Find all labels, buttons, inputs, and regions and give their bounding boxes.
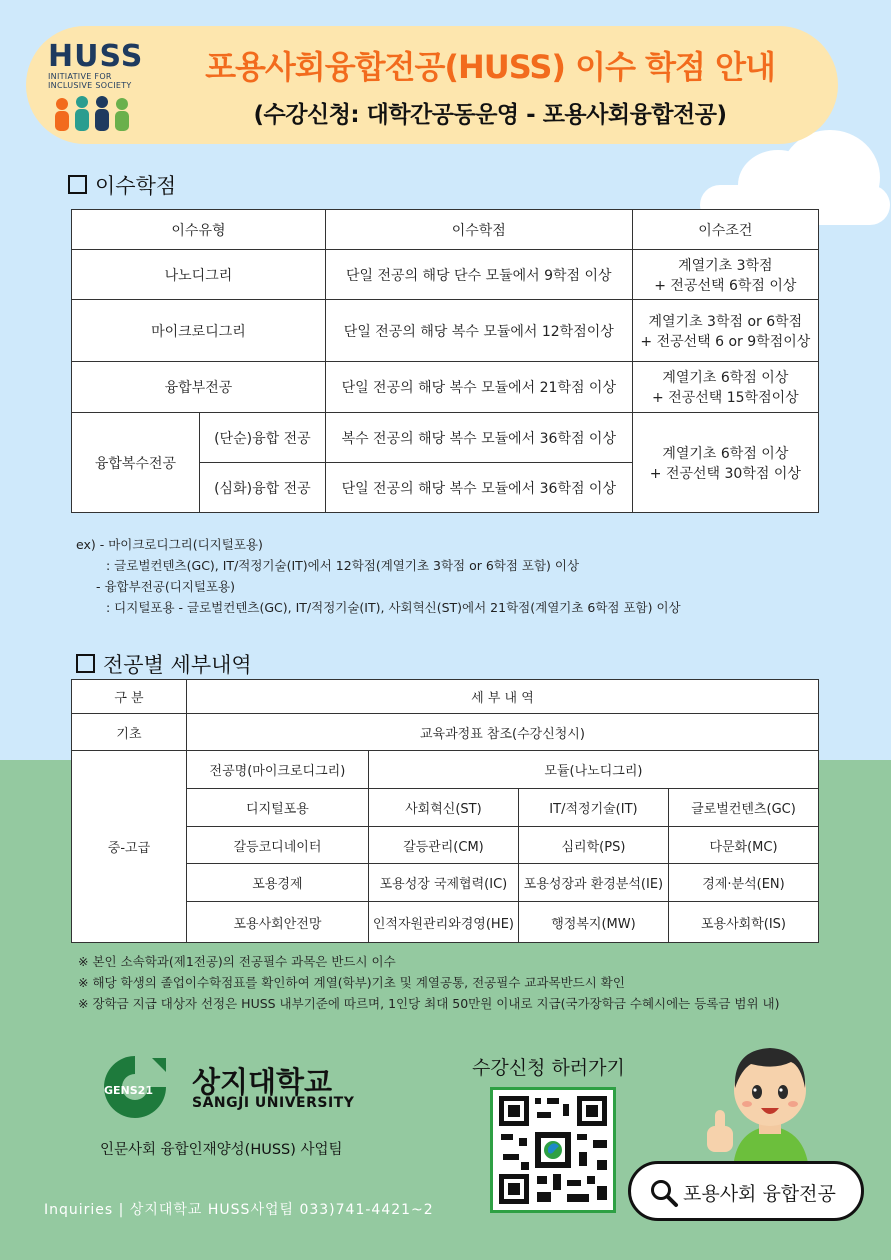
header-condition: 이수조건	[632, 210, 818, 250]
module-cell: 행정복지(MW)	[518, 902, 668, 943]
row-credits: 단일 전공의 해당 복수 모듈에서 12학점이상	[325, 300, 632, 362]
people-icon	[48, 94, 138, 134]
condition-line: 계열기초 6학점 이상	[662, 370, 789, 386]
row-type: 나노디그리	[72, 250, 326, 300]
condition-line: + 전공선택 6 or 9학점이상	[640, 333, 811, 350]
basic-detail: 교육과정표 참조(수강신청시)	[186, 714, 818, 751]
condition-line: + 전공선택 6학점 이상	[654, 277, 797, 294]
major-header: 전공명(마이크로디그리)	[186, 751, 368, 789]
huss-logo-sub1: INITIATIVE FOR	[48, 72, 112, 81]
row-credits: 복수 전공의 해당 복수 모듈에서 36학점 이상	[325, 413, 632, 463]
inquiries-line: Inquiries | 상지대학교 HUSS사업팀 033)741-4421~2	[44, 1202, 434, 1218]
header-type: 이수유형	[72, 210, 326, 250]
row-credits: 단일 전공의 해당 단수 모듈에서 9학점 이상	[325, 250, 632, 300]
qr-code[interactable]	[490, 1087, 616, 1213]
note-line: ※ 본인 소속학과(제1전공)의 전공필수 과목은 반드시 이수	[78, 954, 396, 969]
example-line: ex) - 마이크로디그리(디지털포용)	[76, 537, 263, 552]
module-header: 모듈(나노디그리)	[368, 751, 818, 789]
university-english: SANGJI UNIVERSITY	[192, 1095, 355, 1111]
mascot-thumbs-up	[705, 1030, 835, 1170]
module-cell: 포용성장과 환경분석(IE)	[518, 864, 668, 902]
team-name: 인문사회 융합인재양성(HUSS) 사업팀	[100, 1142, 343, 1158]
register-label: 수강신청 하러가기	[472, 1057, 625, 1079]
huss-logo-text: HUSS	[48, 39, 144, 74]
checkbox-square-icon	[68, 175, 87, 194]
gens21-logo	[100, 1052, 170, 1122]
row-condition	[632, 362, 818, 413]
huss-logo	[48, 39, 144, 90]
header-detail: 세 부 내 역	[186, 680, 818, 714]
condition-line: 계열기초 3학점 or 6학점	[648, 313, 803, 330]
table-header-row	[72, 680, 819, 714]
header-category: 구 분	[72, 680, 187, 714]
module-cell: 갈등관리(CM)	[368, 827, 518, 864]
row-subtype: (심화)융합 전공	[199, 463, 325, 513]
module-cell: 경제·분석(EN)	[669, 864, 819, 902]
condition-line: + 전공선택 30학점 이상	[649, 465, 801, 482]
note-line: ※ 장학금 지급 대상자 선정은 HUSS 내부기준에 따르며, 1인당 최대 50만원 이내로 지급(국가장학금 수혜시에는 등록금 범위 내)	[78, 996, 780, 1011]
search-pill-text: 포용사회 융합전공	[683, 1183, 836, 1205]
table-row	[72, 714, 819, 751]
header-credits: 이수학점	[325, 210, 632, 250]
table-row	[72, 300, 819, 362]
row-type: 마이크로디그리	[72, 300, 326, 362]
page-subtitle: (수강신청: 대학간공동운영 - 포용사회융합전공)	[253, 102, 727, 128]
row-type: 융합부전공	[72, 362, 326, 413]
example-line: : 디지털포용 - 글로벌컨텐츠(GC), IT/적정기술(IT), 사회혁신(ST)에서 21학점(계열기초 6학점 포함) 이상	[106, 600, 681, 615]
module-cell: 사회혁신(ST)	[368, 789, 518, 827]
module-cell: 인적자원관리와경영(HE)	[368, 902, 518, 943]
module-cell: IT/적정기술(IT)	[518, 789, 668, 827]
table-header-row	[72, 210, 819, 250]
table-row	[72, 413, 819, 463]
advanced-label: 중-고급	[72, 751, 187, 943]
condition-line: 계열기초 3학점	[678, 257, 773, 274]
university-name: 상지대학교	[192, 1065, 333, 1099]
checkbox-square-icon	[76, 654, 95, 673]
section-credits-label: 이수학점	[95, 174, 177, 198]
search-pill[interactable]	[628, 1161, 864, 1221]
basic-label: 기초	[72, 714, 187, 751]
section-credits-title	[68, 170, 176, 200]
magnifier-icon	[649, 1178, 679, 1208]
condition-line: + 전공선택 15학점이상	[652, 390, 799, 406]
row-credits: 단일 전공의 해당 복수 모듈에서 36학점 이상	[325, 463, 632, 513]
example-block	[76, 534, 681, 618]
row-condition	[632, 300, 818, 362]
major-name: 포용사회안전망	[186, 902, 368, 943]
module-cell: 심리학(PS)	[518, 827, 668, 864]
example-line: : 글로벌컨텐츠(GC), IT/적정기술(IT)에서 12학점(계열기초 3학점 or 6학점 포함) 이상	[106, 558, 580, 573]
module-cell: 포용사회학(IS)	[669, 902, 819, 943]
table-row	[72, 362, 819, 413]
detail-table	[71, 679, 819, 943]
condition-line: 계열기초 6학점 이상	[662, 445, 789, 462]
table-row	[72, 250, 819, 300]
major-name: 포용경제	[186, 864, 368, 902]
gens21-text: GENS21	[104, 1084, 153, 1097]
note-line: ※ 해당 학생의 졸업이수학점표를 확인하여 계열(학부)기초 및 계열공통, 전공필수 교과목반드시 확인	[78, 975, 625, 990]
notes-block	[78, 951, 780, 1014]
major-name: 갈등코디네이터	[186, 827, 368, 864]
row-condition	[632, 250, 818, 300]
row-credits: 단일 전공의 해당 복수 모듈에서 21학점 이상	[325, 362, 632, 413]
section-detail-title	[76, 649, 252, 679]
row-condition	[632, 413, 818, 513]
section-detail-label: 전공별 세부내역	[103, 653, 252, 677]
module-cell: 글로벌컨텐츠(GC)	[669, 789, 819, 827]
major-name: 디지털포용	[186, 789, 368, 827]
row-subtype: (단순)융합 전공	[199, 413, 325, 463]
credits-table	[71, 209, 819, 513]
huss-logo-sub2: INCLUSIVE SOCIETY	[48, 81, 132, 90]
module-cell: 다문화(MC)	[669, 827, 819, 864]
page-title: 포용사회융합전공(HUSS) 이수 학점 안내	[205, 48, 775, 86]
row-type: 융합복수전공	[72, 413, 200, 513]
example-line: - 융합부전공(디지털포용)	[96, 579, 235, 594]
module-cell: 포용성장 국제협력(IC)	[368, 864, 518, 902]
table-row	[72, 751, 819, 789]
